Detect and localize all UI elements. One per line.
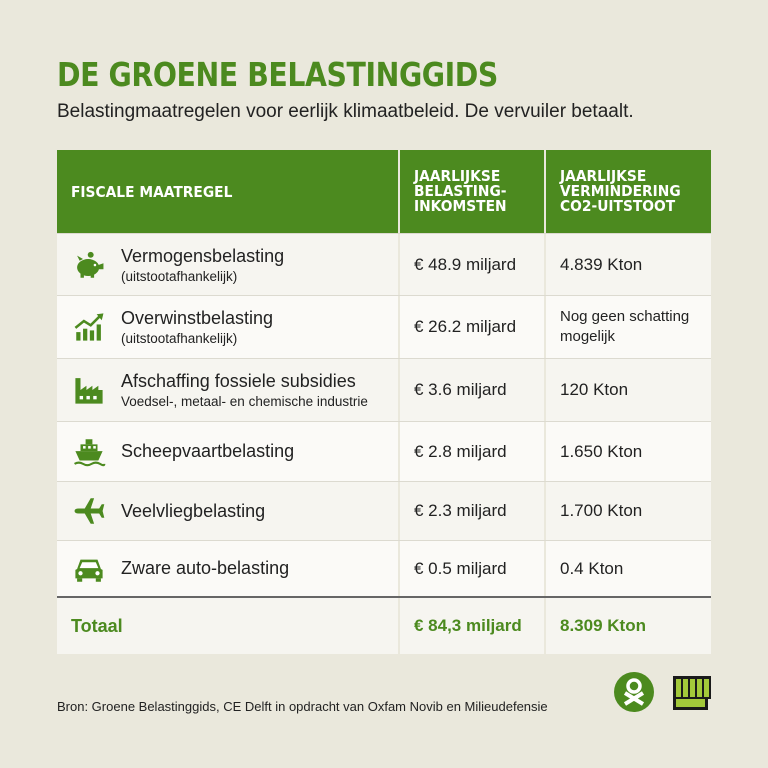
revenue-cell: € 2.3 miljard <box>398 482 544 540</box>
header-reduction: JAARLIJKSE VERMINDERING CO2-UITSTOOT <box>544 150 711 233</box>
measure-label: Veelvliegbelasting <box>121 500 266 521</box>
measure-label: Zware auto-belasting <box>121 558 290 578</box>
page-title: DE GROENE BELASTINGGIDS <box>57 55 498 94</box>
revenue-cell: € 3.6 miljard <box>398 359 544 421</box>
page-subtitle: Belastingmaatregelen voor eerlijk klimaatbeleid. De vervuiler betaalt. <box>57 101 634 122</box>
measure-sub: (uitstootafhankelijk) <box>121 331 238 346</box>
measure-label: Scheepvaartbelasting <box>121 441 295 461</box>
table-row <box>57 295 711 358</box>
total-label: Totaal <box>71 615 123 636</box>
total-revenue: € 84,3 miljard <box>398 598 544 654</box>
measure-label: Afschaffing fossiele subsidies <box>121 371 356 391</box>
oxfam-logo <box>614 672 654 712</box>
revenue-cell: € 2.8 miljard <box>398 422 544 481</box>
reduction-cell: 120 Kton <box>544 359 711 421</box>
milieudefensie-logo <box>671 673 713 713</box>
reduction-cell: 1.700 Kton <box>544 482 711 540</box>
table-header <box>57 150 711 233</box>
table-row <box>57 358 711 421</box>
table-row <box>57 481 711 540</box>
airplane-icon <box>57 494 121 528</box>
factory-icon <box>57 373 121 407</box>
measure-sub: (uitstootafhankelijk) <box>121 268 238 284</box>
measure-sub: Voedsel-, metaal- en chemische industrie <box>121 394 368 409</box>
total-row <box>57 596 711 654</box>
reduction-cell: 4.839 Kton <box>544 234 711 295</box>
source-note: Bron: Groene Belastinggids, CE Delft in opdracht van Oxfam Novib en Milieudefensie <box>57 699 548 714</box>
reduction-cell: 1.650 Kton <box>544 422 711 481</box>
revenue-cell: € 26.2 miljard <box>398 296 544 358</box>
table-row <box>57 421 711 481</box>
header-revenue: JAARLIJKSE BELASTING- INKOMSTEN <box>398 150 544 233</box>
revenue-cell: € 48.9 miljard <box>398 234 544 295</box>
piggy-bank-icon <box>57 248 121 282</box>
header-measure: FISCALE MAATREGEL <box>71 182 233 201</box>
ship-icon <box>57 435 121 469</box>
measure-label: Overwinstbelasting <box>121 308 274 328</box>
reduction-cell: 0.4 Kton <box>544 541 711 596</box>
growth-chart-icon <box>57 310 121 344</box>
table-row <box>57 233 711 295</box>
reduction-cell: Nog geen schatting mogelijk <box>544 296 711 358</box>
measure-label: Vermogensbelasting <box>121 245 285 266</box>
total-reduction: 8.309 Kton <box>544 598 711 654</box>
car-icon <box>57 552 121 586</box>
table-row <box>57 540 711 596</box>
tax-table <box>57 150 711 654</box>
revenue-cell: € 0.5 miljard <box>398 541 544 596</box>
